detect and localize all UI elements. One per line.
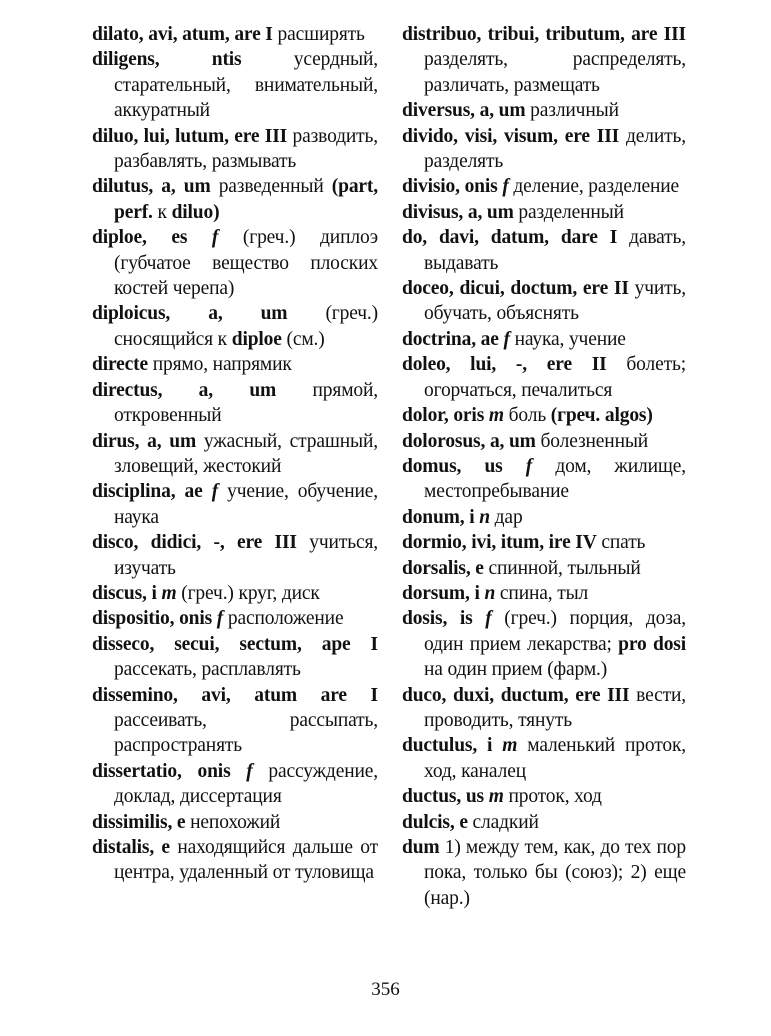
right-column [402,22,686,911]
entry-headword: diploe [231,328,282,350]
entry-headword: donum, i [402,506,480,528]
entry-translation: давать, выдавать [424,227,686,274]
entry-translation: спать [596,532,646,554]
entry-translation: усердный, старательный, внимательный, аккуратный [114,49,378,122]
entry-translation: расположение [223,608,344,630]
entry-headword: dilato, avi, atum, are I [92,24,273,45]
dictionary-entry [92,22,378,47]
entry-headword: dilutus, a, um [92,176,211,198]
entry-headword: doceo, dicui, doctum, ere II [402,278,629,300]
dictionary-entry [92,759,378,810]
entry-translation: боль [503,405,551,427]
entry-translation: прямой, откровенный [114,379,378,427]
entry-gender: f [246,760,253,782]
dictionary-entry [402,810,686,835]
dictionary-entry [92,174,378,225]
dictionary-entry [402,505,686,530]
entry-translation: расширять [272,24,365,45]
entry-translation: разводить, разбавлять, размывать [114,125,379,173]
entry-translation: (греч.) порция, доза, один прием лекарства; [424,608,686,655]
entry-gender: f [502,176,509,198]
dictionary-entry [92,352,378,377]
dictionary-entry [402,352,686,403]
dictionary-entry [92,606,378,631]
entry-translation: рассуждение, доклад, диссертация [114,760,378,808]
entry-headword: ductus, us [402,786,489,808]
entry-headword: dolorosus, a, um [402,430,536,452]
entry-headword: divido, visi, visum, ere III [402,125,620,147]
entry-gender: m [502,735,518,757]
entry-translation: болеть; огорчаться, печалиться [424,354,686,401]
entry-translation: делить, разделять [424,125,686,173]
entry-translation: (греч.) диплоэ (губчатое вещество плоских костей черепа) [114,227,378,300]
dictionary-entry [402,556,686,581]
entry-headword: ductulus, i [402,735,503,757]
entry-headword: dorsalis, e [402,557,484,579]
dictionary-entry [92,479,378,530]
dictionary-entry [402,98,686,123]
entry-headword: dulcis, e [402,811,468,833]
entry-translation: наука, учение [509,328,626,350]
entry-gender: f [485,608,492,630]
dictionary-entry [402,606,686,682]
entry-headword: pro dosi [618,633,686,655]
dictionary-entry [402,22,686,98]
dictionary-entry [402,530,686,555]
entry-headword: domus, us [402,455,526,477]
entry-headword: discus, i [92,582,162,604]
entry-gender: f [211,481,219,503]
entry-translation: болезненный [535,430,649,452]
entry-headword: divisio, onis [402,176,503,198]
dictionary-entry [92,810,378,835]
dictionary-entry [92,378,378,429]
entry-headword: divisus, a, um [402,201,514,223]
dictionary-entry [92,301,378,352]
entry-gender: m [488,786,504,808]
entry-headword: disco, didici, -, ere III [92,532,297,554]
dictionary-entry [92,225,378,301]
entry-headword: dum [402,837,440,858]
entry-headword: diluo) [171,201,220,223]
entry-headword: dorsum, i [402,582,485,604]
entry-translation: различный [525,100,619,122]
entry-translation: дар [489,506,523,528]
entry-headword: diligens, ntis [92,49,242,71]
dictionary-entry [402,784,686,809]
entry-gender: f [211,227,219,249]
entry-translation: на один прием (фарм.) [424,659,608,681]
entry-headword: diluo, lui, lutum, ere III [92,125,288,147]
entry-translation: разделять, распределять, различать, размещать [424,49,686,96]
dictionary-entry [402,174,686,199]
entry-gender: n [479,506,490,528]
dictionary-entry [402,581,686,606]
dictionary-entry [402,403,686,428]
dictionary-entry [92,632,378,683]
entry-translation: (см.) [281,328,325,350]
dictionary-entry [92,429,378,480]
entry-headword: dissimilis, e [92,811,186,833]
entry-translation: сладкий [467,811,539,833]
left-column [92,22,378,886]
entry-translation: находящийся дальше от центра, удаленный от туловища [114,837,378,884]
entry-translation: вести, проводить, тянуть [424,684,686,731]
entry-headword: do, davi, datum, dare I [402,227,618,249]
dictionary-entry [402,429,686,454]
dictionary-entry [92,581,378,606]
entry-translation: учение, обучение, наука [114,481,378,528]
entry-headword: directus, a, um [92,379,277,401]
entry-gender: n [484,582,496,604]
dictionary-entry [92,835,378,886]
entry-translation: 1) между тем, как, до тех пор пока, только бы (союз); 2) еще (нар.) [424,837,686,909]
entry-headword: diploicus, a, um [92,303,288,325]
entry-headword: dispositio, onis [92,608,217,630]
entry-translation: проток, ход [503,786,602,808]
entry-headword: (part, perf. [114,176,378,223]
entry-headword: dolor, oris [402,405,489,427]
entry-translation: разведенный [210,176,332,198]
dictionary-entry [402,683,686,734]
entry-headword: dormio, ivi, itum, ire IV [402,532,597,554]
entry-gender: m [488,405,504,427]
entry-gender: f [503,328,510,350]
entry-translation: разделенный [513,201,624,223]
dictionary-entry [92,124,378,175]
entry-headword: doleo, lui, -, ere II [402,354,607,376]
dictionary-entry [92,683,378,759]
entry-headword: diversus, a, um [402,100,526,122]
dictionary-entry [402,835,686,911]
entry-translation: маленький проток, ход, каналец [424,735,686,782]
entry-translation: (греч.) круг, диск [176,582,320,604]
entry-headword: diploe, es [92,227,212,249]
entry-gender: f [525,455,533,477]
entry-gender: f [216,608,224,630]
dictionary-entry [402,454,686,505]
dictionary-entry [402,327,686,352]
entry-translation: учиться, изучать [114,532,378,579]
entry-headword: (греч. algos) [550,405,653,427]
entry-translation: ужасный, страшный, зловещий, жестокий [114,430,378,477]
entry-headword: doctrina, ae [402,328,504,350]
entry-headword: disciplina, ae [92,481,212,503]
entry-headword: distalis, e [92,837,170,858]
entry-translation: рассекать, расплавлять [114,659,301,681]
dictionary-entry [92,530,378,581]
entry-gender: m [161,582,177,604]
entry-translation: дом, жилище, местопребывание [424,455,686,503]
entry-headword: dissemino, avi, atum are I [92,684,378,706]
entry-headword: duco, duxi, ductum, ere III [402,684,630,706]
entry-headword: dosis, is [402,608,486,630]
entry-translation: деление, разделение [508,176,680,198]
entry-translation: спина, тыл [495,582,589,604]
entry-translation: спинной, тыльный [483,557,641,579]
entry-translation: прямо, напрямик [147,354,292,376]
dictionary-entry [402,124,686,175]
entry-headword: disseco, secui, sectum, ape I [92,633,378,655]
entry-translation: непохожий [185,811,281,833]
entry-translation: к [152,201,172,223]
entry-translation: (греч.) сносящийся к [114,303,378,350]
dictionary-entry [402,733,686,784]
entry-headword: distribuo, tribui, tributum, are III [402,24,686,45]
entry-headword: dirus, a, um [92,430,197,452]
entry-translation: учить, обучать, объяснять [424,278,687,325]
entry-headword: dissertatio, onis [92,760,247,782]
dictionary-entry [92,47,378,123]
dictionary-entry [402,225,686,276]
entry-headword: directe [92,354,148,376]
dictionary-entry [402,200,686,225]
dictionary-entry [402,276,686,327]
page-number: 356 [371,979,400,1000]
entry-translation: рассеивать, рассыпать, распространять [114,709,378,757]
